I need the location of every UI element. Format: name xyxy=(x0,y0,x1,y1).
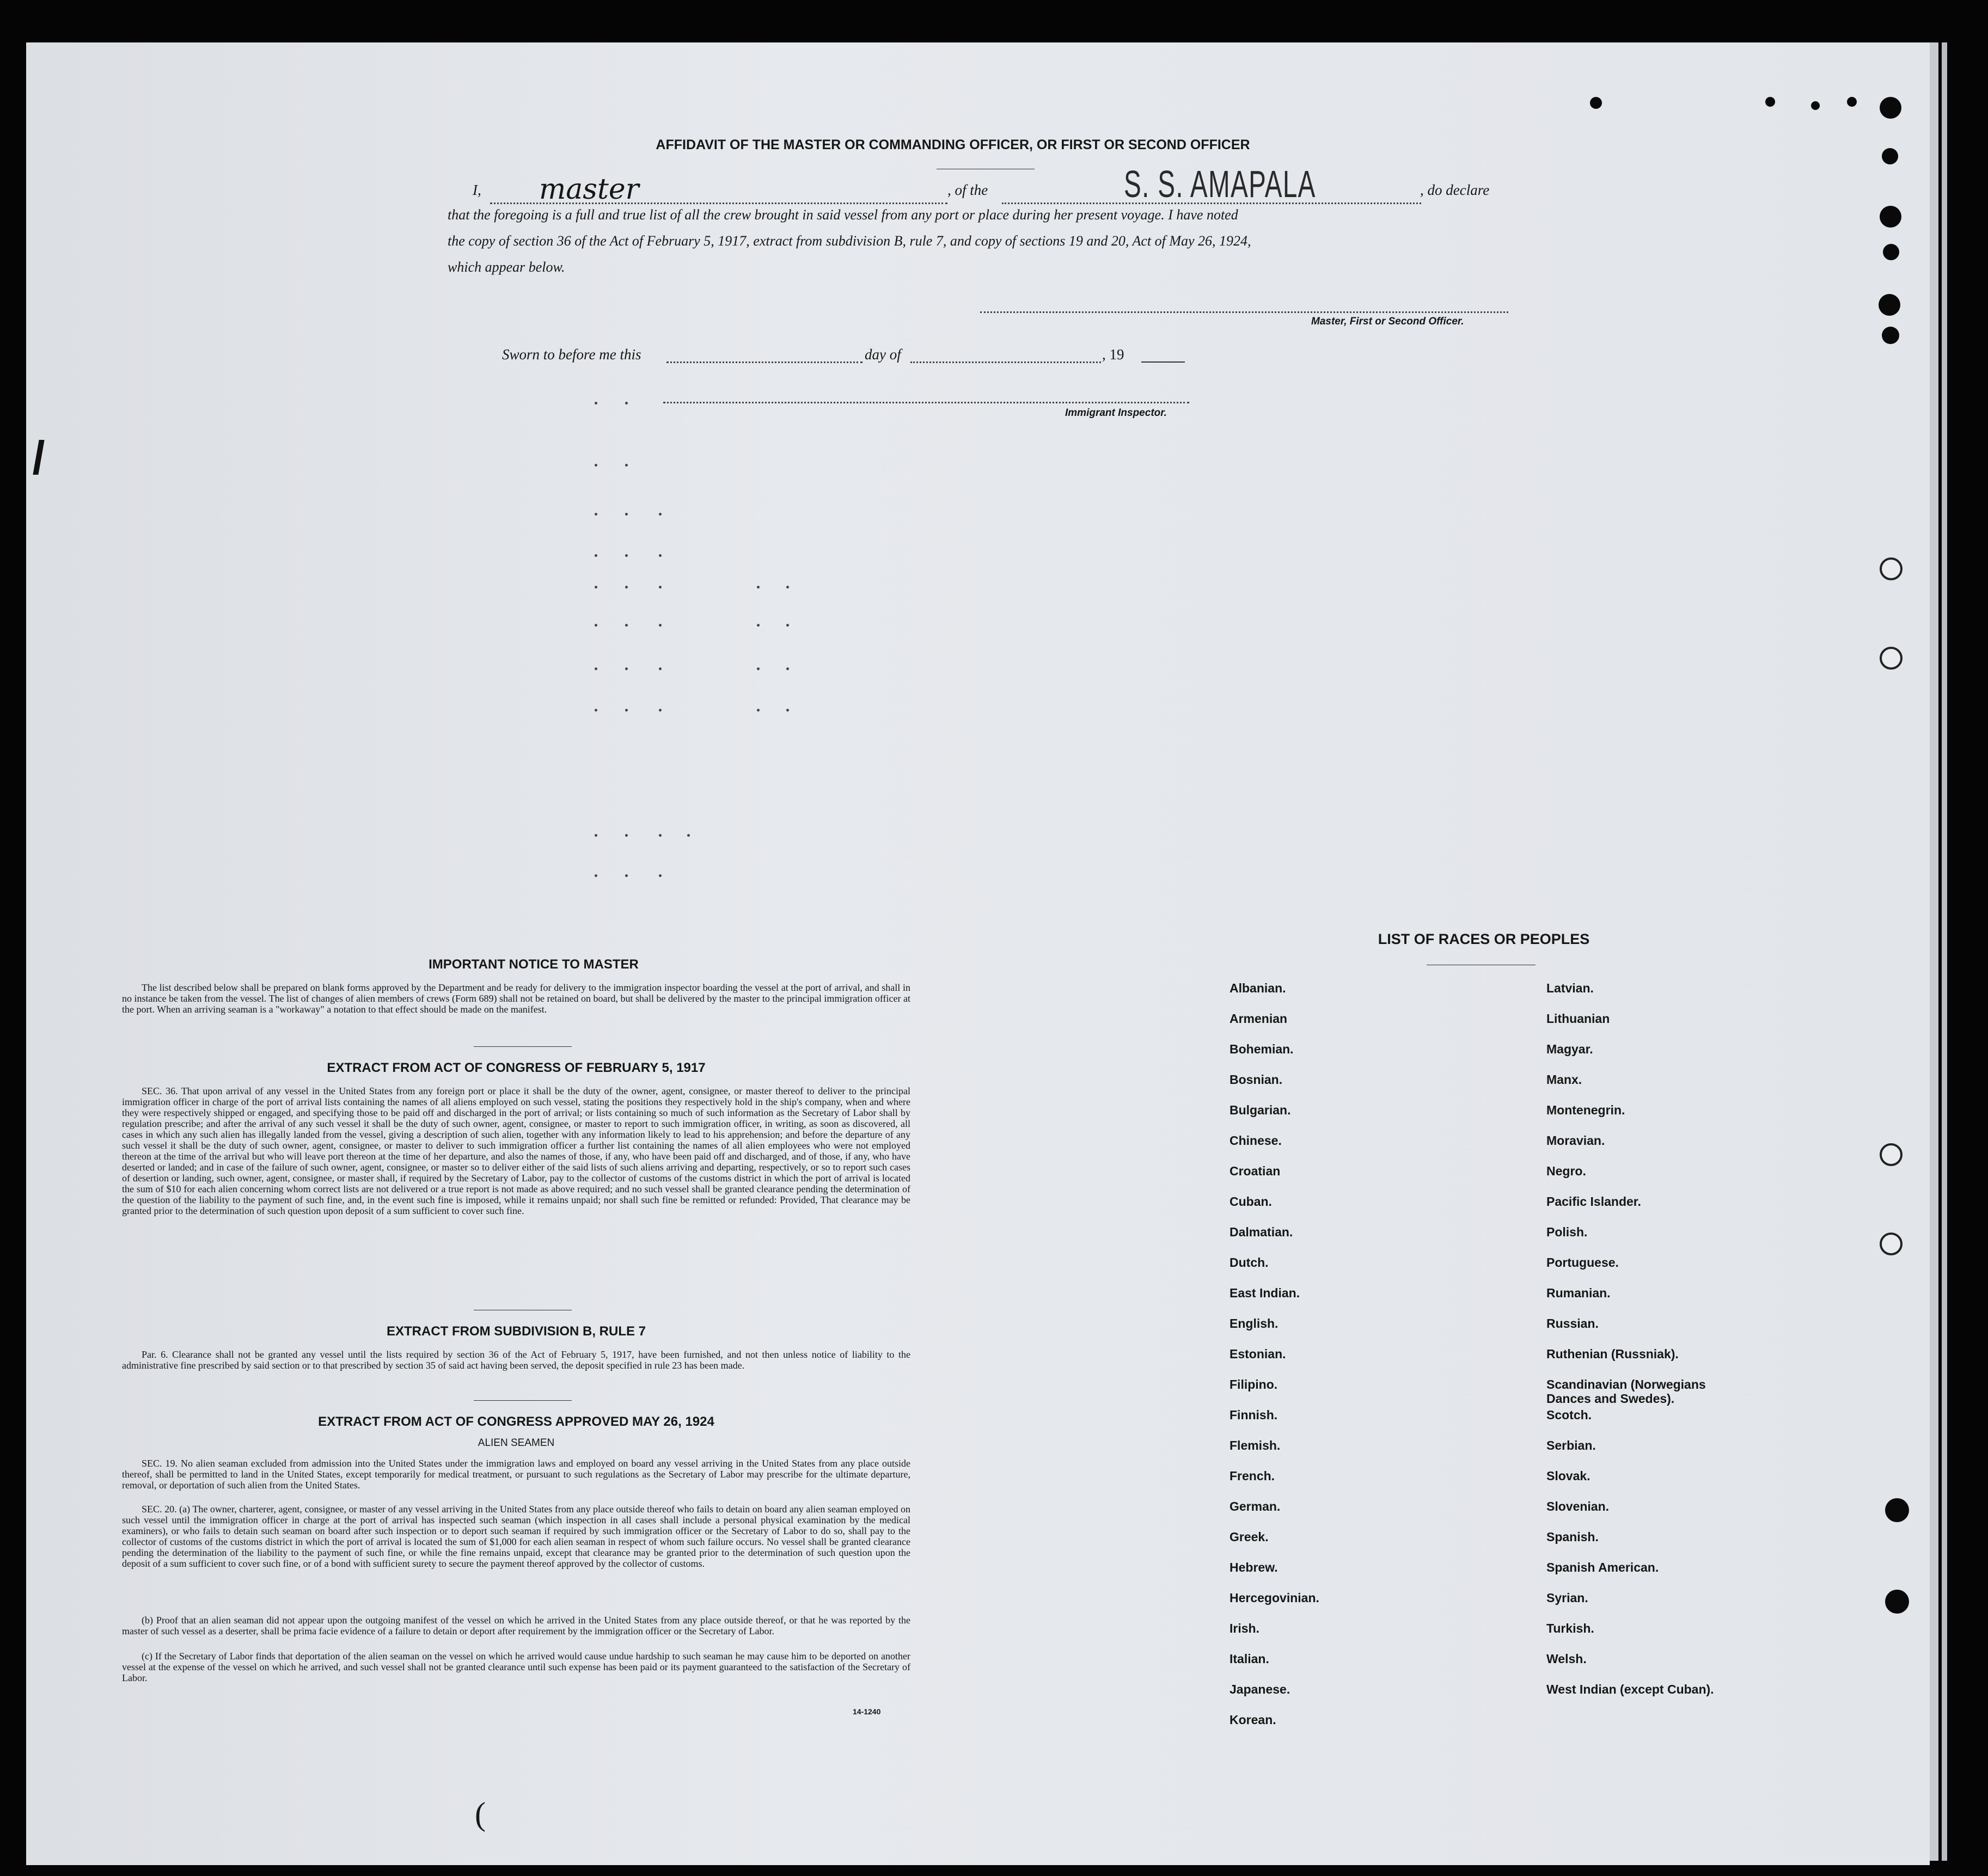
race-item: Manx. xyxy=(1546,1072,1582,1087)
race-item: Dalmatian. xyxy=(1229,1225,1293,1239)
notice-title: IMPORTANT NOTICE TO MASTER xyxy=(429,957,639,972)
punch-hole xyxy=(1880,206,1901,228)
race-item: Spanish American. xyxy=(1546,1560,1659,1574)
extract-1924-title: EXTRACT FROM ACT OF CONGRESS APPROVED MAY 26, 1924 xyxy=(318,1414,714,1429)
race-item: East Indian. xyxy=(1229,1286,1300,1300)
race-item: English. xyxy=(1229,1316,1279,1331)
speck xyxy=(1847,97,1857,107)
race-item: West Indian (except Cuban). xyxy=(1546,1682,1714,1696)
punch-hole-ring xyxy=(1880,647,1903,670)
vessel-stamp: S. S. AMAPALA xyxy=(1124,163,1316,205)
race-item: Pacific Islander. xyxy=(1546,1194,1641,1209)
race-item: Bohemian. xyxy=(1229,1042,1294,1056)
race-item: Magyar. xyxy=(1546,1042,1593,1056)
race-item: Russian. xyxy=(1546,1316,1599,1331)
race-item: Hercegovinian. xyxy=(1229,1591,1319,1605)
extract-rule7-body: Par. 6. Clearance shall not be granted any vessel until the lists required by section 36 of the Act of February 5, 1917, have been furnished, and not then unless notice of liability to the administrative fine prescribed by said section or to that prescribed by section 35 of said act having been served, the deposit specified in rule 23 has been made. xyxy=(122,1349,910,1371)
race-item: Spanish. xyxy=(1546,1530,1599,1544)
race-item: Syrian. xyxy=(1546,1591,1588,1605)
race-item: Slovenian. xyxy=(1546,1499,1610,1513)
race-item: Montenegrin. xyxy=(1546,1103,1625,1117)
race-item: Finnish. xyxy=(1229,1408,1278,1422)
month-line xyxy=(910,361,1101,363)
race-item: Dutch. xyxy=(1229,1255,1269,1270)
form-number: 14-1240 xyxy=(853,1707,881,1716)
inspector-caption: Immigrant Inspector. xyxy=(1065,407,1167,419)
page-edge xyxy=(1930,42,1938,1861)
extract-rule7-title: EXTRACT FROM SUBDIVISION B, RULE 7 xyxy=(386,1324,646,1339)
year-line xyxy=(1141,361,1185,363)
punch-hole-ring xyxy=(1880,557,1903,580)
sworn-day-line xyxy=(666,361,863,363)
race-item: Albanian. xyxy=(1229,981,1286,995)
extract-1924-sec19: SEC. 19. No alien seaman excluded from admission into the United States under the immigration laws and employed on board any vessel arriving in the United States from any place outside thereof, shall be permitted to land in the United States, except temporarily for medical treatment, or pursuant to such regulations as the Secretary of Labor may prescribe for the ultimate departure, removal, or deportation of such alien from the United States. xyxy=(122,1458,910,1491)
race-item: Scotch. xyxy=(1546,1408,1592,1422)
race-item: Bosnian. xyxy=(1229,1072,1283,1087)
day-of-label: day of xyxy=(865,346,901,363)
race-item: Serbian. xyxy=(1546,1438,1596,1452)
extract-1917-body: SEC. 36. That upon arrival of any vessel in the United States from any foreign port or place it shall be the duty of the owner, agent, consignee, or master thereof to deliver to the principal immigration officer in charge of the port of arrival lists containing the names of all aliens employed on such vessel, stating the positions they respectively hold in the ship's company, when and where they were respectively shipped or engaged, and specifying those to be paid off and discharged in the port of arrival; or lists containing so much of such information as the Secretary of Labor shall by regulation prescribe; and after the arrival of any such vessel it shall be the duty of such owner, agent, consignee, or master to report to such immigration officer, in writing, as soon as discovered, all cases in which any such alien has illegally landed from the vessel, giving a description of such alien, together with any information likely to lead to his apprehension; and before the departure of any such vessel it shall be the duty of such owner, agent, consignee, or master to deliver to such immigration officer a further list containing the names of all alien employees who were not employed thereon at the time of the arrival but who will leave port thereon at the time of her departure, and also the names of those, if any, who have been paid off and discharged, and of those, if any, who have deserted or landed; and in case of the failure of such owner, agent, consignee, or master so to deliver either of the said lists of such aliens arriving and departing, respectively, or so to report such cases of desertion or landing, such owner, agent, consignee, or master shall, if required by the Secretary of Labor, pay to the collector of customs of the customs district in which the port of arrival is located the sum of $10 for each alien concerning whom correct lists are not delivered or a true report is not made as above required; and no such vessel shall be granted clearance pending the determination of the question of the liability to the payment of such fine, and, in the event such fine is imposed, while it remains unpaid; nor shall such fine be remitted or refunded: Provided, That clearance may be granted prior to the determination of such question upon deposit of a sum sufficient to cover such fine. xyxy=(122,1086,910,1216)
extract-1917-title: EXTRACT FROM ACT OF CONGRESS OF FEBRUARY 5, 1917 xyxy=(327,1060,706,1075)
punch-hole xyxy=(1883,244,1899,260)
race-item: Japanese. xyxy=(1229,1682,1290,1696)
race-item: Welsh. xyxy=(1546,1652,1587,1666)
punch-hole xyxy=(1885,1590,1909,1614)
extract-1924-sec20b: (b) Proof that an alien seaman did not appear upon the outgoing manifest of the vessel on which he arrived in the United States from any place outside thereof, or that he was reported by the master of such vessel as a deserter, shall be prima facie evidence of a failure to detain or deport after requirement by the immigration officer or the Secretary of Labor. xyxy=(122,1615,910,1636)
punch-hole xyxy=(1882,327,1899,344)
year-prefix: , 19 xyxy=(1102,346,1124,363)
race-item: Cuban. xyxy=(1229,1194,1272,1209)
race-item: Portuguese. xyxy=(1546,1255,1619,1270)
race-item: Latvian. xyxy=(1546,981,1594,995)
margin-mark: ( xyxy=(475,1796,486,1832)
race-item: Irish. xyxy=(1229,1621,1259,1635)
race-item: Bulgarian. xyxy=(1229,1103,1291,1117)
i-label: I, xyxy=(473,182,481,198)
inspector-line xyxy=(663,402,1189,403)
race-item: German. xyxy=(1229,1499,1281,1513)
race-item: Lithuanian xyxy=(1546,1011,1610,1026)
punch-hole xyxy=(1882,148,1898,164)
race-item: Italian. xyxy=(1229,1652,1269,1666)
rule xyxy=(474,1400,572,1401)
race-item: Estonian. xyxy=(1229,1347,1286,1361)
speck xyxy=(1811,101,1820,110)
punch-hole xyxy=(1879,294,1900,316)
race-item: Negro. xyxy=(1546,1164,1586,1178)
rule xyxy=(474,1046,572,1047)
race-item: Slovak. xyxy=(1546,1469,1591,1483)
race-item: Dances and Swedes). xyxy=(1546,1391,1675,1406)
extract-1924-sec20a: SEC. 20. (a) The owner, charterer, agent, consignee, or master of any vessel arriving in the United States from any place outside thereof who fails to detain on board any alien seaman employed on such vessel until the immigration officer in charge at the port of arrival has inspected such seaman (which inspection in all cases shall include a personal physical examination by the medical examiners), or who fails to detain such seaman on board after such inspection or to deport such seaman if required by such immigration officer or the Secretary of Labor to do so, shall pay to the collector of customs of the customs district in which the port of arrival is located the sum of $1,000 for each alien seaman in respect of whom such failure occurs. No vessel shall be granted clearance pending the determination of the liability to the payment of such fine, or while the fine remains unpaid, except that clearance may be granted prior to the determination of such question upon the deposit of a sum sufficient to cover such fine, or of a bond with sufficient surety to secure the payment thereof approved by the collector of customs. xyxy=(122,1504,910,1569)
notice-body: The list described below shall be prepared on blank forms approved by the Department and be ready for delivery to the immigration inspector boarding the vessel at the port of arrival, and shall in no instance be taken from the vessel. The list of changes of alien members of crews (Form 689) shall not be retained on board, but shall be delivered by the master to the principal immigration officer at the port. When an arriving seaman is a "workaway" a notation to that effect should be made on the manifest. xyxy=(122,982,910,1015)
race-item: Greek. xyxy=(1229,1530,1269,1544)
handwritten-master: master xyxy=(539,173,639,206)
race-item: Armenian xyxy=(1229,1011,1288,1026)
affidavit-body-2: the copy of section 36 of the Act of February 5, 1917, extract from subdivision B, rule 7, and copy of sections 19 and 20, Act of May 26, 1924, xyxy=(448,233,1251,249)
race-item: Turkish. xyxy=(1546,1621,1594,1635)
race-item: Ruthenian (Russniak). xyxy=(1546,1347,1679,1361)
document-page xyxy=(26,42,1930,1865)
vessel-line xyxy=(1002,203,1421,204)
page-edge xyxy=(1942,42,1947,1861)
race-item: Filipino. xyxy=(1229,1377,1278,1391)
name-line xyxy=(490,203,947,204)
speck xyxy=(1765,97,1775,107)
do-declare-label: , do declare xyxy=(1420,182,1490,198)
of-the-label: , of the xyxy=(947,182,988,198)
race-item: Moravian. xyxy=(1546,1133,1605,1148)
extract-1924-sec20c: (c) If the Secretary of Labor finds that deportation of the alien seaman on the vessel on which he arrived would cause undue hardship to such seaman he may cause him to be deported on another vessel at the expense of the vessel on which he arrived, and such vessel shall not be granted clearance until such expense has been paid or its payment guaranteed to the satisfaction of the Secretary of Labor. xyxy=(122,1651,910,1683)
affidavit-body-3: which appear below. xyxy=(448,259,565,275)
speck xyxy=(1590,97,1602,109)
extract-1924-subtitle: ALIEN SEAMEN xyxy=(478,1437,555,1449)
signature-line xyxy=(980,311,1508,313)
race-item: Croatian xyxy=(1229,1164,1281,1178)
race-item: Korean. xyxy=(1229,1713,1276,1727)
punch-hole-ring xyxy=(1880,1143,1903,1166)
race-item: Rumanian. xyxy=(1546,1286,1611,1300)
races-title: LIST OF RACES OR PEOPLES xyxy=(1378,931,1590,947)
race-item: Flemish. xyxy=(1229,1438,1281,1452)
affidavit-body-1: that the foregoing is a full and true list of all the crew brought in said vessel from any port or place during her present voyage. I have noted xyxy=(448,207,1238,223)
punch-hole xyxy=(1880,97,1901,119)
race-item: French. xyxy=(1229,1469,1275,1483)
punch-hole xyxy=(1885,1498,1909,1522)
race-item: Hebrew. xyxy=(1229,1560,1278,1574)
affidavit-title: AFFIDAVIT OF THE MASTER OR COMMANDING OFFICER, OR FIRST OR SECOND OFFICER xyxy=(656,137,1250,152)
signature-caption: Master, First or Second Officer. xyxy=(1311,316,1464,327)
race-item: Polish. xyxy=(1546,1225,1588,1239)
race-item: Chinese. xyxy=(1229,1133,1282,1148)
race-item: Scandinavian (Norwegians xyxy=(1546,1377,1706,1391)
sworn-label: Sworn to before me this xyxy=(502,346,641,363)
punch-hole-ring xyxy=(1880,1233,1903,1255)
